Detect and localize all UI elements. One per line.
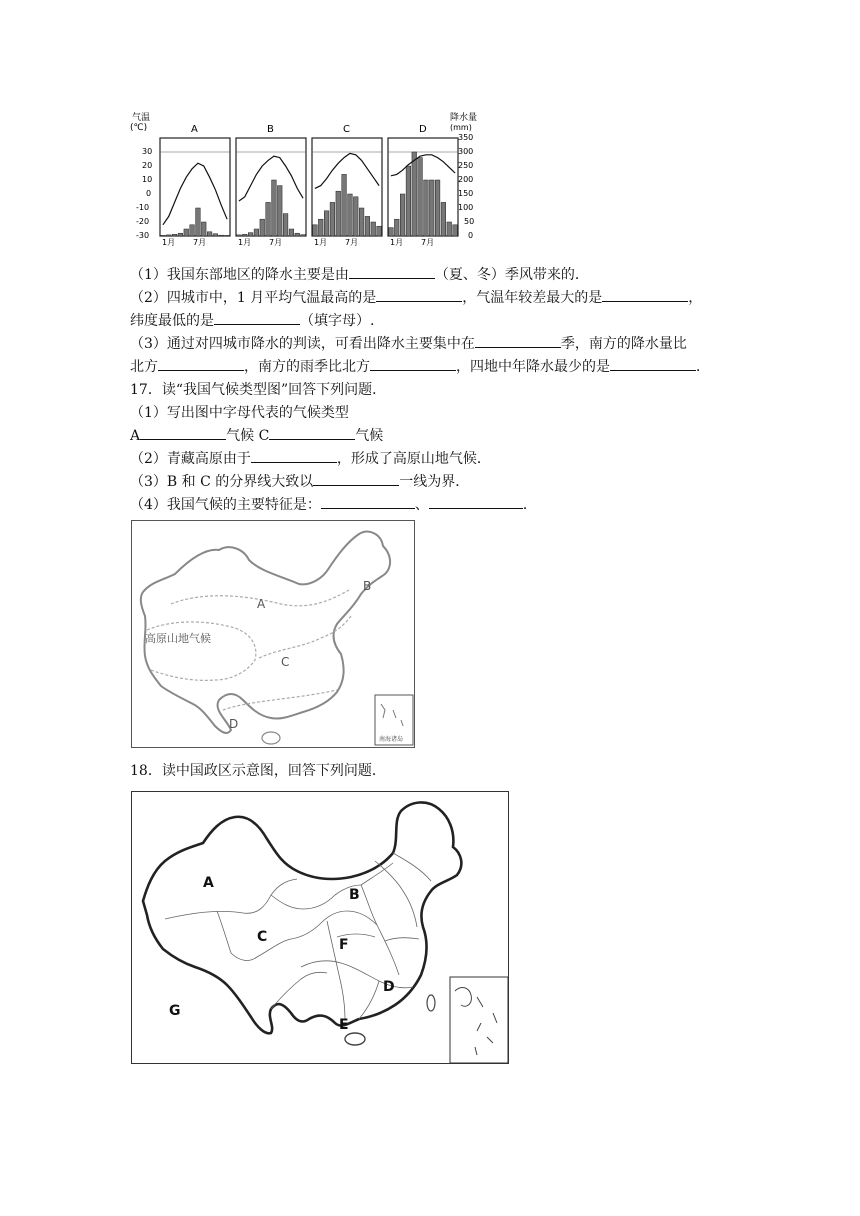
climate-panel-a [160,124,230,247]
precip-bar [348,194,353,236]
precip-bar [336,191,341,236]
month-label-start: 1月 [314,238,328,247]
q18-title: 18．读中国政区示意图，回答下列问题． [130,763,386,779]
precip-bar [342,174,347,236]
precip-bar [184,229,189,236]
q17-part2 [130,448,491,468]
q17-text: （3）B 和 C 的分界线大致以 [130,474,314,490]
q17-text: （4）我国气候的主要特征是： [130,497,321,513]
precip-bar [406,166,411,236]
q17-text: A [130,428,141,444]
temp-tick: 30 [142,147,153,156]
answer-blank[interactable] [140,427,226,440]
panel-label: C [343,124,350,135]
answer-blank[interactable] [429,496,523,509]
temp-tick: -10 [136,203,150,212]
precip-bar [424,180,429,236]
q17-text: 、 [414,497,429,513]
climate-panel-b [236,124,306,247]
precip-tick: 250 [458,161,474,170]
china-political-map [131,791,509,1064]
temp-tick: 20 [142,161,153,170]
q16-part1 [130,264,589,284]
climate-charts-figure [128,110,488,250]
map-label-plateau: 高原山地气候 [145,632,211,645]
precip-bar [254,229,259,236]
map-label-a: A [257,597,266,611]
temp-tick: -30 [136,231,150,240]
climate-panel-c [312,124,382,247]
precip-bar [266,202,271,236]
map-label-d: D [229,717,239,731]
precip-bar [242,234,247,236]
q16-part2-cont [130,310,374,330]
answer-blank[interactable] [376,289,462,302]
precip-axis-title: 降水量 [450,113,478,123]
precip-bar [365,216,370,236]
month-label-start: 1月 [390,238,404,247]
precip-bar [219,235,224,236]
precip-bar [272,180,277,236]
q16-text: ，南方的雨季比北方 [244,359,370,375]
q16-part3-cont [130,356,710,376]
answer-blank[interactable] [610,358,696,371]
month-label-mid: 7月 [421,238,435,247]
panel-frame [236,138,306,236]
answer-blank[interactable] [313,473,399,486]
precip-tick: 150 [458,189,474,198]
precip-bar [166,235,171,236]
precip-bar [161,235,166,236]
precip-bar [289,229,294,236]
precip-tick: 0 [468,231,474,240]
q17-text: ，形成了高原山地气候． [336,451,491,467]
precip-bar [201,222,206,236]
month-label-mid: 7月 [193,238,207,247]
q16-text: ． [696,359,710,375]
climate-panel-d [388,124,458,247]
map-label-d: D [383,979,395,995]
month-label-start: 1月 [238,238,252,247]
precip-bar [400,194,405,236]
precip-tick: 100 [458,203,474,212]
precip-bar [429,180,434,236]
south-china-sea-inset [450,977,508,1063]
precip-bar [260,219,265,236]
precip-bar [412,152,417,236]
map-label-f: F [339,937,349,953]
temp-tick: -20 [136,217,150,226]
answer-blank[interactable] [602,289,688,302]
map-label-g: G [169,1003,181,1019]
q16-text: （1）我国东部地区的降水主要是由 [130,267,349,283]
q16-text: （夏、冬）季风带来的． [434,267,589,283]
q17-text: （2）青藏高原由于 [130,451,251,467]
q16-text: 纬度最低的是 [130,313,214,329]
temp-axis-title: 气温 [132,113,151,123]
precip-bar [283,214,288,236]
panel-label: D [419,124,427,135]
q16-text: ，气温年较差最大的是 [462,290,603,306]
q17-text: 一线为界． [399,474,470,490]
q17-part4 [130,494,537,514]
map-label-e: E [339,1017,349,1033]
precip-bar [190,225,195,236]
precip-bar [213,234,218,236]
answer-blank[interactable] [349,266,435,279]
q16-text: ， [688,290,703,306]
precip-bar [277,186,282,236]
q17-part3 [130,471,469,491]
q16-part2 [130,287,702,307]
q16-text: ，四地中年降水最少的是 [456,359,610,375]
q16-text: （2）四城市中，1 月平均气温最高的是 [130,290,377,306]
precip-bar [178,233,183,236]
precip-bar [435,180,440,236]
map-label-b: B [349,887,360,903]
precip-bar [324,211,329,236]
inset-caption: 南海诸岛 [379,736,404,743]
precip-bar [318,219,323,236]
month-label-mid: 7月 [269,238,283,247]
temp-tick: 0 [146,189,152,198]
precip-bar [172,234,177,236]
precip-bar [377,226,382,236]
answer-blank[interactable] [370,358,456,371]
precip-axis-ticks [458,133,474,240]
month-label-mid: 7月 [345,238,359,247]
precip-bar [359,208,364,236]
precip-bar [313,225,318,236]
q17-part1-answer [130,425,383,445]
precip-bar [394,219,399,236]
answer-blank[interactable] [321,496,415,509]
map-label-c: C [257,929,268,945]
precip-bar [441,202,446,236]
precip-bar [353,197,358,236]
precip-bar [301,235,306,236]
q17-text: 气候 C [226,428,270,444]
answer-blank[interactable] [269,427,355,440]
precip-bar [237,235,242,236]
answer-blank[interactable] [158,358,244,371]
q17-text: 气候 [355,428,384,444]
q16-text: 北方 [130,359,158,375]
precip-bar [453,225,458,236]
answer-blank[interactable] [475,335,561,348]
map-label-c: C [281,655,290,669]
precip-bar [447,222,452,236]
precip-tick: 200 [458,175,474,184]
precip-axis-unit: (mm) [450,123,472,132]
q17-part1: （1）写出图中字母代表的气候类型 [130,405,349,421]
temp-tick: 10 [142,175,153,184]
answer-blank[interactable] [214,312,300,325]
temp-axis-ticks [136,147,152,240]
precip-tick: 50 [464,217,475,226]
q16-part3 [130,333,687,353]
precip-bar [225,235,230,236]
panel-frame [160,138,230,236]
answer-blank[interactable] [251,450,337,463]
temp-axis-unit: (℃) [130,123,148,133]
map-label-a: A [203,875,214,891]
map-label-b: B [363,579,372,593]
climate-type-map [131,520,415,748]
precip-bar [418,158,423,236]
panel-label: A [191,124,198,135]
precip-bar [207,232,212,236]
precip-bar [196,208,201,236]
precip-bar [295,233,300,236]
precip-bar [330,202,335,236]
precip-bar [389,228,394,236]
precip-tick: 350 [458,133,474,142]
q16-text: （3）通过对四城市降水的判读，可看出降水主要集中在 [130,336,475,352]
precip-tick: 300 [458,147,474,156]
panel-label: B [267,124,274,135]
precip-bar [371,222,376,236]
month-label-start: 1月 [162,238,176,247]
q17-text: ． [522,497,537,513]
q17-title: 17．读“我国气候类型图”回答下列问题． [130,382,387,398]
q16-text: 季，南方的降水量比 [560,336,687,352]
precip-bar [248,233,253,236]
q16-text: （填字母）. [300,313,375,329]
